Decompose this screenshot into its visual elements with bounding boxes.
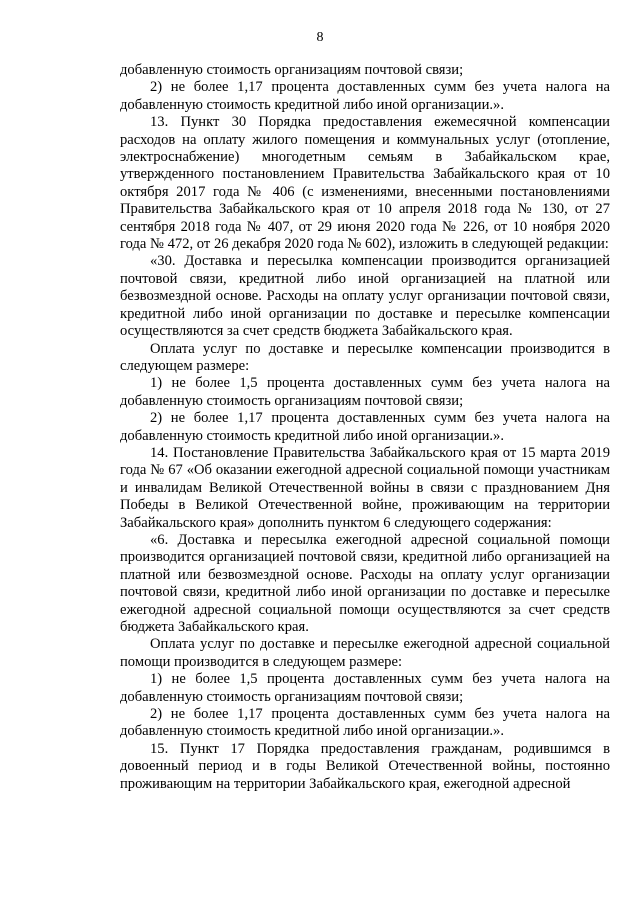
paragraph: Оплата услуг по доставке и пересылке компенсации производится в следующем размере: — [120, 340, 610, 374]
paragraph: 2) не более 1,17 процента доставленных сумм без учета налога на добавленную стоимость кредитной либо иной организации.». — [120, 706, 610, 740]
paragraph: 13. Пункт 30 Порядка предоставления ежемесячной компенсации расходов на оплату жилого помещения и коммунальных услуг (отопление, электроснабжение) многодетным семьям в Забайкальском крае, утвержденного постановлением Правительства Забайкальского края от 10 октября 2017 года № 406 (с изменениями, внесенными постановлениями Правительства Забайкальского края от 10 апреля 2018 года № 130, от 27 сентября 2018 года № 407, от 29 июня 2020 года № 226, от 10 ноября 2020 года № 472, от 26 декабря 2020 года № 602), изложить в следующей редакции: — [120, 114, 610, 253]
paragraph: 1) не более 1,5 процента доставленных сумм без учета налога на добавленную стоимость организациям почтовой связи; — [120, 671, 610, 705]
paragraph: 1) не более 1,5 процента доставленных сумм без учета налога на добавленную стоимость организациям почтовой связи; — [120, 375, 610, 409]
paragraph: 15. Пункт 17 Порядка предоставления гражданам, родившимся в довоенный период и в годы Великой Отечественной войны, постоянно проживающим на территории Забайкальского края, ежегодной адресной — [120, 740, 610, 792]
paragraph: «30. Доставка и пересылка компенсации производится организацией почтовой связи, кредитной либо иной организацией на платной или безвозмездной основе. Расходы на оплату услуг организации почтовой связи, кредитной либо иной организации по доставке и пересылке компенсации осуществляются за счет средств бюджета Забайкальского края. — [120, 253, 610, 340]
paragraph: 2) не более 1,17 процента доставленных сумм без учета налога на добавленную стоимость кредитной либо иной организации.». — [120, 410, 610, 444]
paragraph: Оплата услуг по доставке и пересылке ежегодной адресной социальной помощи производится в следующем размере: — [120, 636, 610, 670]
document-body — [120, 62, 610, 793]
paragraph: 2) не более 1,17 процента доставленных сумм без учета налога на добавленную стоимость кредитной либо иной организации.». — [120, 79, 610, 113]
paragraph: «6. Доставка и пересылка ежегодной адресной социальной помощи производится организацией почтовой связи, кредитной либо организацией на платной или безвозмездной основе. Расходы на оплату услуг организации почтовой связи, кредитной либо иной организации по доставке и пересылке ежегодной адресной социальной помощи осуществляются за счет средств бюджета Забайкальского края. — [120, 531, 610, 635]
page-number: 8 — [316, 30, 324, 45]
paragraph: 14. Постановление Правительства Забайкальского края от 15 марта 2019 года № 67 «Об оказании ежегодной адресной социальной помощи участникам и инвалидам Великой Отечественной войны в связи с празднованием Дня Победы в Великой Отечественной войне, проживающим на территории Забайкальского края» дополнить пунктом 6 следующего содержания: — [120, 444, 610, 531]
paragraph-continuation: добавленную стоимость организациям почтовой связи; — [120, 62, 464, 78]
